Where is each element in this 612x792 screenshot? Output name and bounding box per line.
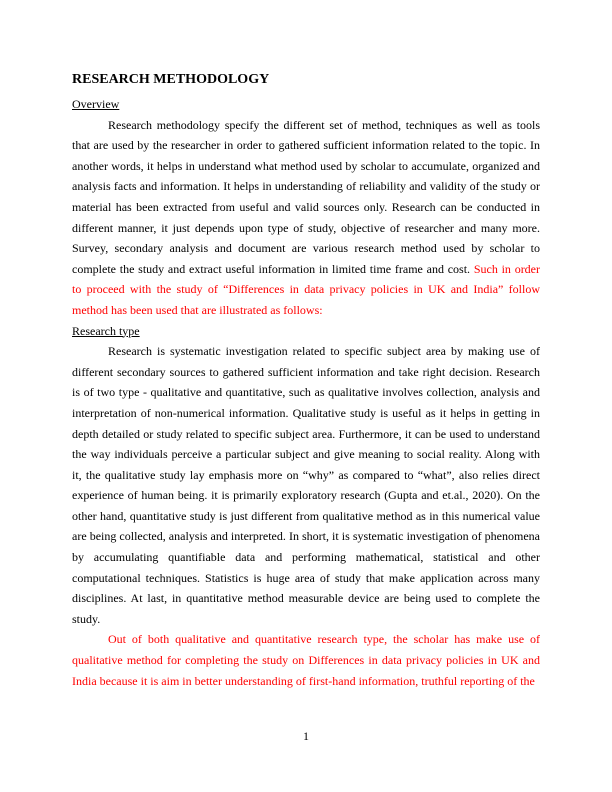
research-type-paragraph: Research is systematic investigation related to specific subject area by making use of different secondary sources to gathered sufficient information and take right decision. Research is of two type - qualitative and quantitative, such as qualitative involves collection, analysis and interpretation of non-numerical information. Qualitative study is useful as it helps in getting in depth detailed or study related to specific subject area. Furthermore, it can be used to understand the way individuals perceive a particular subject and give meaning to social reality. Along with it, the qualitative study lay emphasis more on “why” as compared to “what”, also relies direct experience of human being. it is primarily exploratory research (Gupta and et.al., 2020). On the other hand, quantitative study is just different from qualitative method as in this numerical value are being collected, analysis and interpreted. In short, it is systematic investigation of phenomena by accumulating quantifiable data and performing mathematical, statistical and other computational techniques. Statistics is huge area of study that make application across many disciplines. At last, in quantitative method measurable device are being used to complete the study. bbox=[72, 344, 540, 626]
research-type-heading: Research type bbox=[72, 323, 140, 338]
overview-heading: Overview bbox=[72, 97, 120, 111]
research-type-highlighted-paragraph: Out of both qualitative and quantitative research type, the scholar has make use of qualitative method for completing the study on Differences in data privacy policies in UK and India because it is aim in better understanding of first-hand information, truthful reporting of the bbox=[72, 632, 540, 688]
page-number: 1 bbox=[303, 729, 309, 743]
document-body bbox=[72, 70, 540, 691]
overview-text: Research methodology specify the different set of method, techniques as well as tools that are used by the researcher in order to gathered sufficient information related to the topic. In another words, it helps in understand what method used by scholar to accumulate, organized and analysis facts and information. It helps in understanding of reliability and validity of the study or material has been extracted from useful and valid sources only. Research can be conducted in different manner, it just depends upon type of study, objective of researcher and many more. Survey, secondary analysis and document are various research method used by scholar to complete the study and extract useful information in limited time frame and cost. bbox=[72, 117, 540, 276]
overview-highlighted-text: Such in order to proceed with the study of “Differences in data privacy policies in UK and India” follow method has been used that are illustrated as follows: bbox=[72, 261, 541, 317]
page-title: RESEARCH METHODOLOGY bbox=[72, 72, 270, 87]
overview-paragraph bbox=[72, 115, 540, 321]
